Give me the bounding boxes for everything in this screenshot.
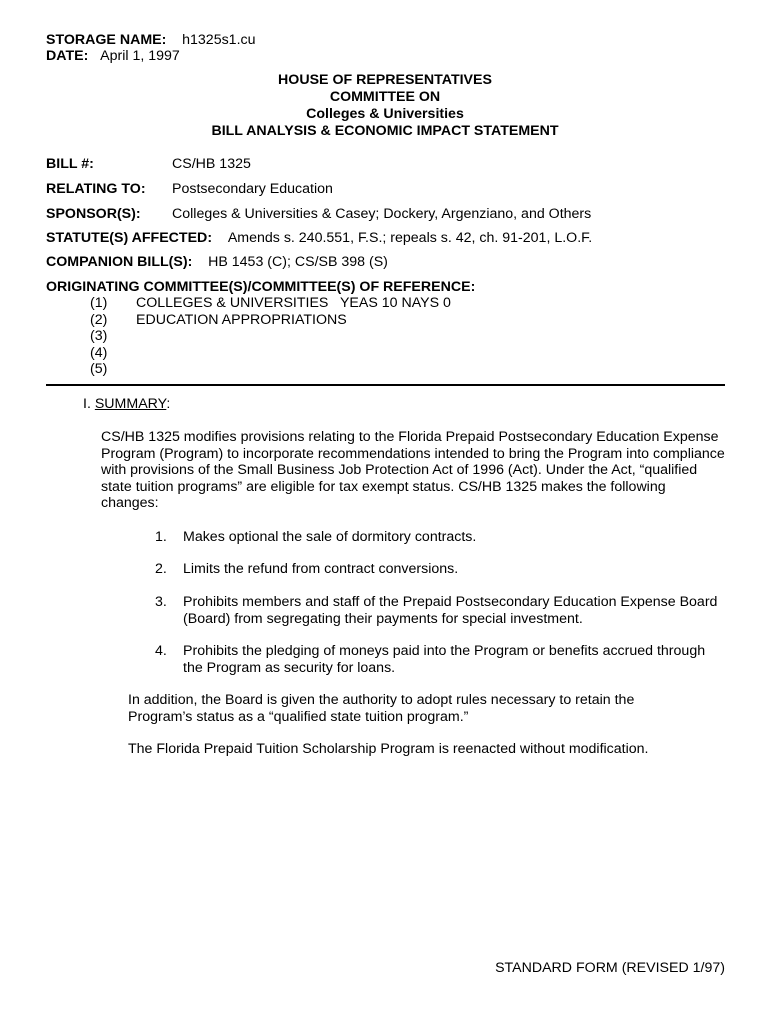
committee-num: (2): [90, 312, 108, 328]
companion-field: COMPANION BILL(S): HB 1453 (C); CS/SB 398 (S): [46, 254, 388, 270]
change-text: Makes optional the sale of dormitory contracts.: [183, 529, 477, 545]
change-number: 4.: [155, 643, 167, 659]
summary-addition: In addition, the Board is given the authority to adopt rules necessary to retain the Program’s status as a “qualified state tuition program.”: [128, 692, 635, 725]
storage-value: h1325s1.cu: [182, 32, 256, 48]
title-statement: BILL ANALYSIS & ECONOMIC IMPACT STATEMENT: [211, 123, 559, 139]
statute-field: STATUTE(S) AFFECTED: Amends s. 240.551, F.S.; repeals s. 42, ch. 91-201, L.O.F.: [46, 230, 593, 246]
companion-field-label: COMPANION BILL(S): [46, 254, 188, 270]
form-footer: STANDARD FORM (REVISED 1/97): [495, 960, 725, 976]
committees-heading: ORIGINATING COMMITTEE(S)/COMMITTEE(S) OF REFERENCE:: [46, 279, 476, 295]
relating-field-value: Postsecondary Education: [172, 181, 333, 197]
storage-label: STORAGE NAME: [46, 32, 162, 48]
summary-heading: I. SUMMARY:: [83, 396, 171, 412]
bill-field-value: CS/HB 1325: [172, 156, 251, 172]
change-number: 1.: [155, 529, 167, 545]
change-text: Limits the refund from contract conversions.: [183, 561, 459, 577]
sponsor-field-label: SPONSOR(S):: [46, 206, 141, 222]
change-text: Prohibits the pledging of moneys paid into the Program or benefits accrued through the Program as security for loans.: [183, 643, 706, 676]
statute-field-value: Amends s. 240.551, F.S.; repeals s. 42, ch. 91-201, L.O.F.: [227, 230, 593, 246]
committee-num: (4): [90, 345, 108, 361]
title-committee-name: Colleges & Universities: [306, 106, 464, 122]
date-line: DATE: April 1, 1997: [46, 48, 180, 64]
storage-name-line: STORAGE NAME: h1325s1.cu: [46, 32, 256, 48]
summary-roman: I.: [83, 396, 91, 412]
change-text: Prohibits members and staff of the Prepaid Postsecondary Education Expense Board (Board) from segregating their payments for special investment.: [183, 594, 718, 627]
sponsor-field-value: Colleges & Universities & Casey; Dockery, Argenziano, and Others: [172, 206, 592, 222]
title-house: HOUSE OF REPRESENTATIVES: [278, 72, 492, 88]
section-divider: [46, 384, 725, 386]
summary-title: SUMMARY: [94, 396, 167, 412]
bill-field-label: BILL #:: [46, 156, 94, 172]
summary-closing: The Florida Prepaid Tuition Scholarship Program is reenacted without modification.: [128, 741, 649, 757]
committee-num: (5): [90, 361, 108, 377]
summary-intro: CS/HB 1325 modifies provisions relating to the Florida Prepaid Postsecondary Education Expense Program (Program) to incorporate recommendations intended to bring the Program into compliance with provisions of the Small Business Job Protection Act of 1996 (Act). Under the Act, “qualified state tuition programs” are eligible for tax exempt status. CS/HB 1325 makes the following changes:: [101, 429, 725, 511]
companion-field-value: HB 1453 (C); CS/SB 398 (S): [208, 254, 388, 270]
date-label: DATE: [46, 48, 84, 64]
change-number: 2.: [155, 561, 167, 577]
committee-num: (3): [90, 328, 108, 344]
committee-name: EDUCATION APPROPRIATIONS: [136, 312, 347, 328]
title-committee: COMMITTEE ON: [329, 89, 441, 105]
date-value: April 1, 1997: [100, 48, 180, 64]
committee-num: (1): [90, 295, 108, 311]
change-number: 3.: [155, 594, 167, 610]
relating-field-label: RELATING TO:: [46, 181, 146, 197]
committee-name: COLLEGES & UNIVERSITIES YEAS 10 NAYS 0: [136, 295, 451, 311]
statute-field-label: STATUTE(S) AFFECTED: [46, 230, 208, 246]
